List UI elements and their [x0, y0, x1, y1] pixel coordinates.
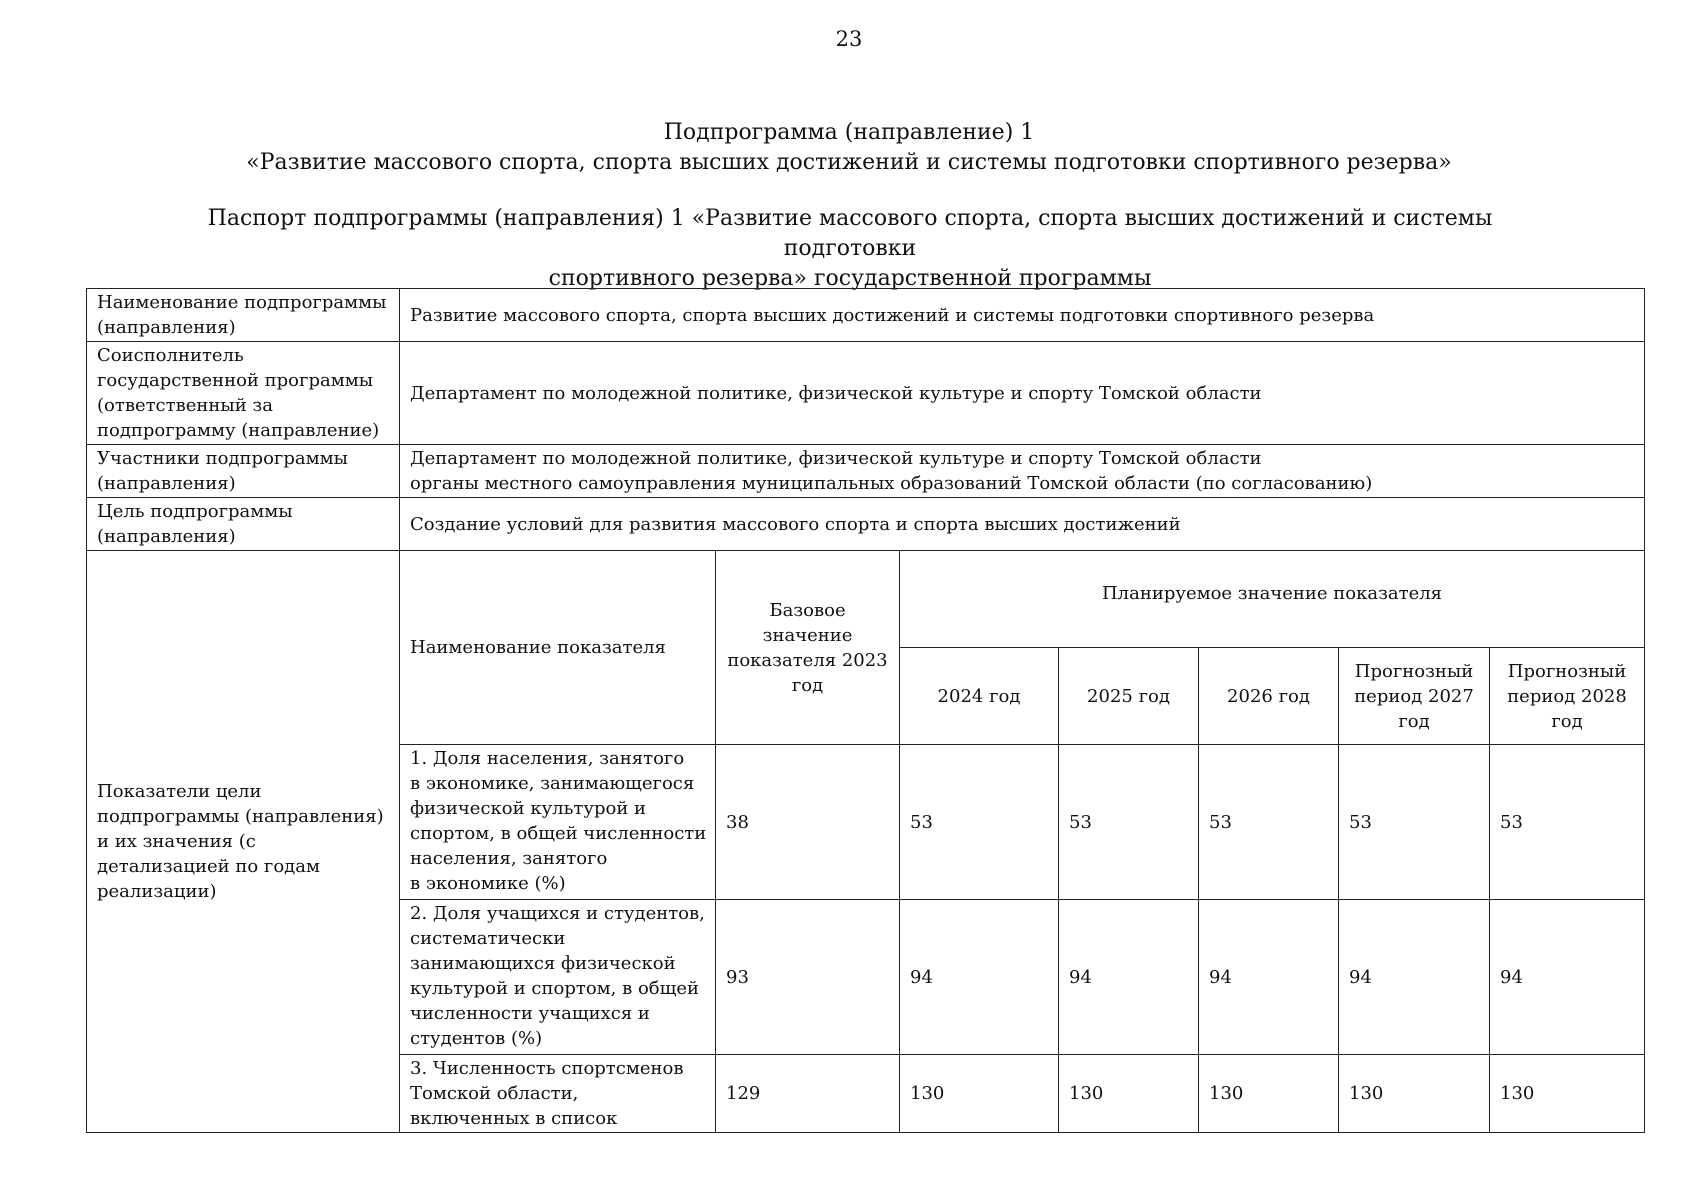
indicator-name-line: занимающихся физической	[410, 953, 676, 974]
value-2027: 53	[1339, 745, 1490, 900]
value-2028: 53	[1490, 745, 1645, 900]
indicator-name-line: 2. Доля учащихся и студентов,	[410, 903, 705, 924]
header-planned-value: Планируемое значение показателя	[900, 551, 1645, 648]
indicator-name-line: физической культурой и	[410, 798, 647, 819]
base-value: 129	[716, 1055, 900, 1133]
label-coexecutor: Соисполнитель государственной программы (ответственный за подпрограмму (направление)	[87, 342, 400, 445]
header-year-2028: Прогнозный период 2028 год	[1490, 648, 1645, 745]
indicator-name-line: включенных в список	[410, 1108, 618, 1129]
label-participants: Участники подпрограммы (направления)	[87, 445, 400, 498]
indicator-name-line: культурой и спортом, в общей	[410, 978, 700, 999]
value-subprogram-name: Развитие массового спорта, спорта высших достижений и системы подготовки спортивного резерва	[400, 289, 1645, 342]
indicator-name	[400, 900, 716, 1055]
row-participants	[87, 445, 1645, 498]
indicator-name	[400, 1055, 716, 1133]
value-2026: 53	[1199, 745, 1339, 900]
value-2027: 130	[1339, 1055, 1490, 1133]
value-2024: 94	[900, 900, 1059, 1055]
row-coexecutor	[87, 342, 1645, 445]
indicator-name-line: систематически	[410, 928, 566, 949]
label-goal: Цель подпрограммы (направления)	[87, 498, 400, 551]
value-2027: 94	[1339, 900, 1490, 1055]
participant-department: Департамент по молодежной политике, физической культуре и спорту Томской области	[410, 448, 1262, 469]
indicator-name	[400, 745, 716, 900]
row-goal	[87, 498, 1645, 551]
header-base-value: Базовое значение показателя 2023 год	[716, 551, 900, 745]
value-2025: 94	[1059, 900, 1199, 1055]
value-2026: 94	[1199, 900, 1339, 1055]
base-value: 93	[716, 900, 900, 1055]
indicator-name-line: студентов (%)	[410, 1028, 543, 1049]
indicators-header-row	[87, 551, 1645, 648]
label-subprogram-name: Наименование подпрограммы (направления)	[87, 289, 400, 342]
label-indicators: Показатели цели подпрограммы (направления) и их значения (с детализацией по годам реализации)	[87, 551, 400, 1133]
value-2025: 53	[1059, 745, 1199, 900]
header-year-2026: 2026 год	[1199, 648, 1339, 745]
passport-title-line1: Паспорт подпрограммы (направления) 1 «Развитие массового спорта, спорта высших достижений и системы подготовки	[207, 206, 1493, 261]
subprogram-title: «Развитие массового спорта, спорта высших достижений и системы подготовки спортивного резерва»	[246, 150, 1452, 175]
indicator-name-line: населения, занятого	[410, 848, 608, 869]
indicator-name-line: 3. Численность спортсменов	[410, 1058, 684, 1079]
indicator-name-line: 1. Доля населения, занятого	[410, 748, 685, 769]
subprogram-heading: Подпрограмма (направление) 1	[663, 120, 1035, 145]
participant-local-government: органы местного самоуправления муниципальных образований Томской области (по согласованию)	[410, 473, 1373, 494]
header-indicator-name: Наименование показателя	[400, 551, 716, 745]
page-number: 23	[835, 27, 863, 51]
header-year-2024: 2024 год	[900, 648, 1059, 745]
value-goal: Создание условий для развития массового спорта и спорта высших достижений	[400, 498, 1645, 551]
header-year-2025: 2025 год	[1059, 648, 1199, 745]
value-2028: 94	[1490, 900, 1645, 1055]
indicator-name-line: Томской области,	[410, 1083, 579, 1104]
value-2025: 130	[1059, 1055, 1199, 1133]
passport-title-line2: спортивного резерва» государственной программы	[548, 266, 1152, 291]
value-coexecutor: Департамент по молодежной политике, физической культуре и спорту Томской области	[400, 342, 1645, 445]
row-subprogram-name	[87, 289, 1645, 342]
passport-table	[86, 288, 1645, 1133]
value-2026: 130	[1199, 1055, 1339, 1133]
indicator-name-line: численности учащихся и	[410, 1003, 650, 1024]
passport-title	[150, 204, 1550, 294]
base-value: 38	[716, 745, 900, 900]
header-year-2027: Прогнозный период 2027 год	[1339, 648, 1490, 745]
value-2024: 130	[900, 1055, 1059, 1133]
value-2024: 53	[900, 745, 1059, 900]
value-participants	[400, 445, 1645, 498]
indicator-name-line: спортом, в общей численности	[410, 823, 707, 844]
value-2028: 130	[1490, 1055, 1645, 1133]
indicator-name-line: в экономике, занимающегося	[410, 773, 695, 794]
indicator-name-line: в экономике (%)	[410, 873, 566, 894]
